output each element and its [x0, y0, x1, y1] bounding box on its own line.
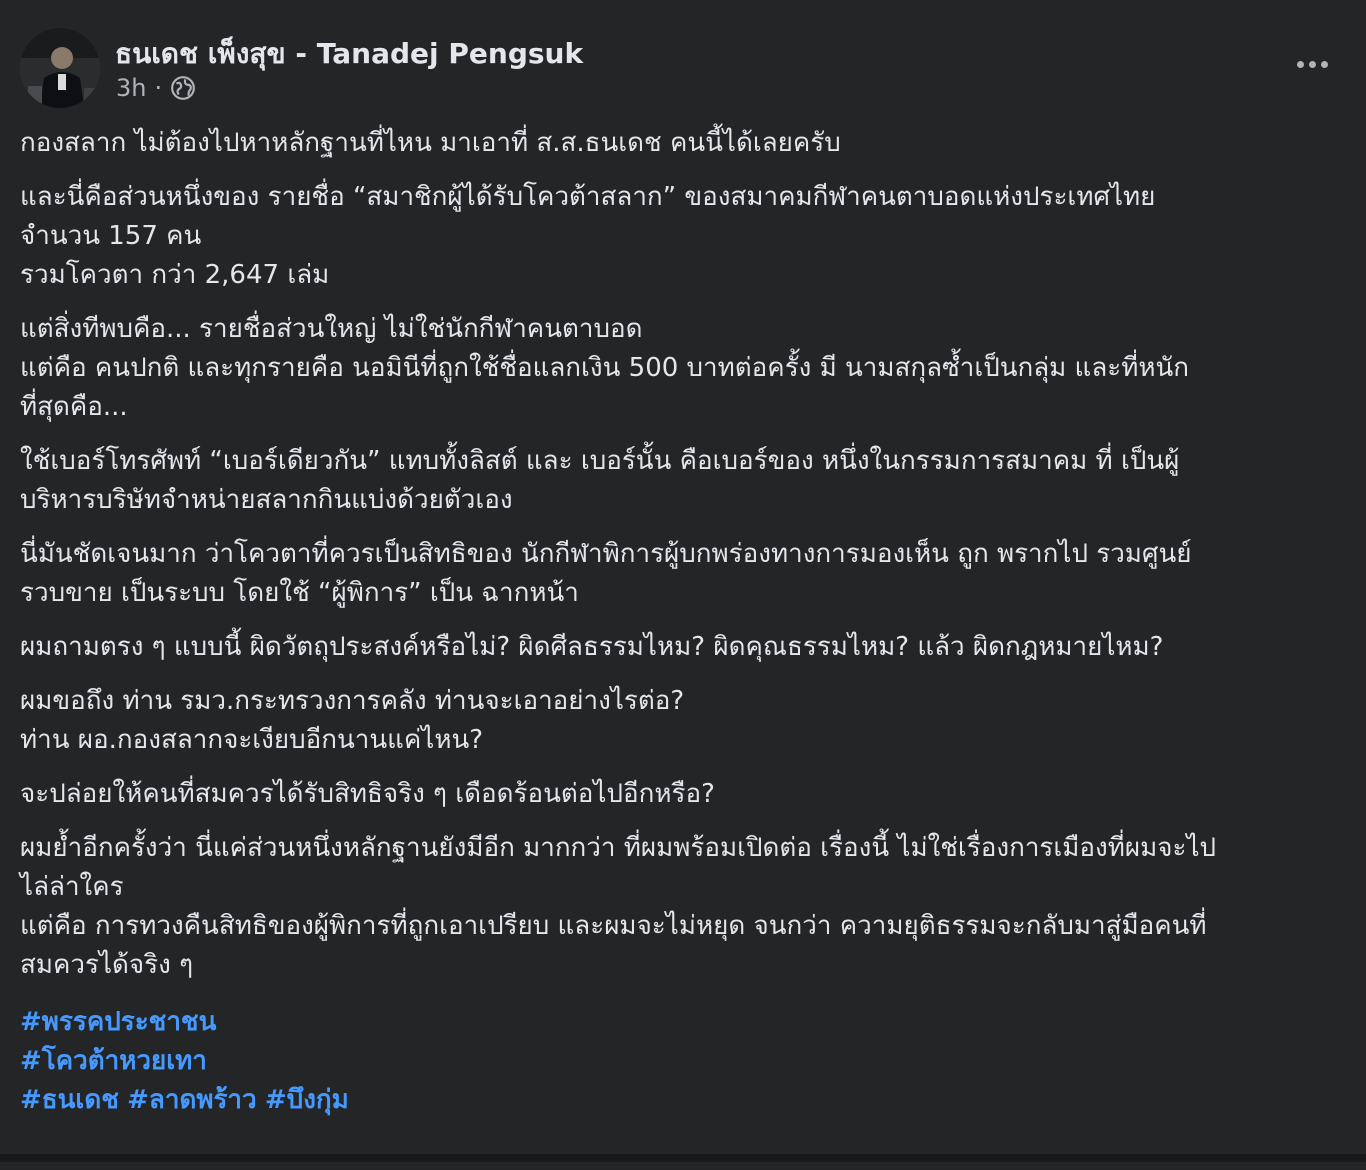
text-line: ผมถามตรง ๆ แบบนี้ ผิดวัตถุประสงค์หรือไม่? ผิดศีลธรรมไหม? ผิดคุณธรรมไหม? แล้ว ผิดกฎหมายไหม?	[20, 632, 1164, 662]
hashtag-link[interactable]: #บึงกุ่ม	[264, 1085, 349, 1115]
text-line: ที่สุดคือ...	[20, 392, 128, 422]
avatar-image	[20, 28, 100, 108]
text-line: กองสลาก ไม่ต้องไปหาหลักฐานที่ไหน มาเอาที่ ส.ส.ธนเดช คนนี้ได้เลยครับ	[20, 128, 841, 158]
text-line: บริหารบริษัทจำหน่ายสลากกินแบ่งด้วยตัวเอง	[20, 485, 513, 515]
text-line: รวมโควตา กว่า 2,647 เล่ม	[20, 260, 330, 290]
hashtag-list	[20, 1003, 1340, 1120]
text-line: นี่มันชัดเจนมาก ว่าโควตาที่ควรเป็นสิทธิของ นักกีฬาพิการผู้บกพร่องทางการมองเห็น ถูก พรากไป รวมศูนย์	[20, 539, 1192, 569]
post-timestamp[interactable]: 3h	[116, 74, 147, 102]
text-line: แต่คือ การทวงคืนสิทธิของผู้พิการที่ถูกเอาเปรียบ และผมจะไม่หยุด จนกว่า ความยุติธรรมจะกลับมาสู่มือคนที่	[20, 911, 1207, 941]
text-line: รวบขาย เป็นระบบ โดยใช้ “ผู้พิการ” เป็น ฉากหน้า	[20, 578, 579, 608]
post-paragraph	[20, 124, 1340, 163]
hashtag-link[interactable]: #โควต้าหวยเทา	[20, 1046, 207, 1076]
more-dot	[1297, 61, 1304, 68]
post-meta	[116, 74, 196, 102]
post-paragraph	[20, 442, 1340, 520]
post-paragraph	[20, 682, 1340, 760]
more-options-icon[interactable]	[1284, 42, 1340, 86]
hashtag-line	[20, 1081, 1340, 1120]
text-line: แต่สิ่งทีพบคือ... รายชื่อส่วนใหญ่ ไม่ใช่นักกีฬาคนตาบอด	[20, 314, 643, 344]
meta-separator: ·	[154, 74, 163, 102]
author-avatar[interactable]	[20, 28, 100, 108]
text-line: ไล่ล่าใคร	[20, 872, 124, 902]
author-name[interactable]: ธนเดช เพ็งสุข - Tanadej Pengsuk	[115, 37, 584, 70]
text-line: แต่คือ คนปกติ และทุกรายคือ นอมินีที่ถูกใช้ชื่อแลกเงิน 500 บาทต่อครั้ง มี นามสกุลซ้ำเป็นกลุ่ม และที่หนัก	[20, 353, 1190, 383]
text-line: ใช้เบอร์โทรศัพท์ “เบอร์เดียวกัน” แทบทั้งลิสต์ และ เบอร์นั้น คือเบอร์ของ หนึ่งในกรรมการสมาคม ที่ เป็นผู้	[20, 446, 1180, 476]
text-line: จำนวน 157 คน	[20, 221, 202, 251]
post-paragraph	[20, 829, 1340, 985]
post-body	[20, 124, 1340, 1120]
more-dot	[1309, 61, 1316, 68]
hashtag-line	[20, 1042, 1340, 1081]
hashtag-link[interactable]: #ลาดพร้าว	[127, 1085, 257, 1115]
post-paragraph	[20, 178, 1340, 295]
post-paragraph	[20, 775, 1340, 814]
text-line: ผมขอถึง ท่าน รมว.กระทรวงการคลัง ท่านจะเอาอย่างไรต่อ?	[20, 686, 685, 716]
text-line: สมควรได้จริง ๆ	[20, 950, 194, 980]
text-line: ท่าน ผอ.กองสลากจะเงียบอีกนานแค่ไหน?	[20, 725, 484, 755]
globe-icon[interactable]	[170, 75, 196, 101]
post-paragraph	[20, 628, 1340, 667]
hashtag-link[interactable]: #พรรคประชาชน	[20, 1007, 217, 1037]
post-paragraph	[20, 535, 1340, 613]
post-header	[20, 28, 1346, 108]
more-dot	[1321, 61, 1328, 68]
text-line: ผมย้ำอีกครั้งว่า นี่แค่ส่วนหนึ่งหลักฐานยังมีอีก มากกว่า ที่ผมพร้อมเปิดต่อ เรื่องนี้ ไม่ใช่เรื่องการเมืองที่ผมจะไป	[20, 833, 1217, 863]
post-paragraph	[20, 310, 1340, 427]
hashtag-line	[20, 1003, 1340, 1042]
text-line: และนี่คือส่วนหนึ่งของ รายชื่อ “สมาชิกผู้ได้รับโควต้าสลาก” ของสมาคมกีฬาคนตาบอดแห่งประเทศไทย	[20, 182, 1156, 212]
hashtag-link[interactable]: #ธนเดช	[20, 1085, 119, 1115]
text-line: จะปล่อยให้คนที่สมควรได้รับสิทธิจริง ๆ เดือดร้อนต่อไปอีกหรือ?	[20, 779, 715, 809]
